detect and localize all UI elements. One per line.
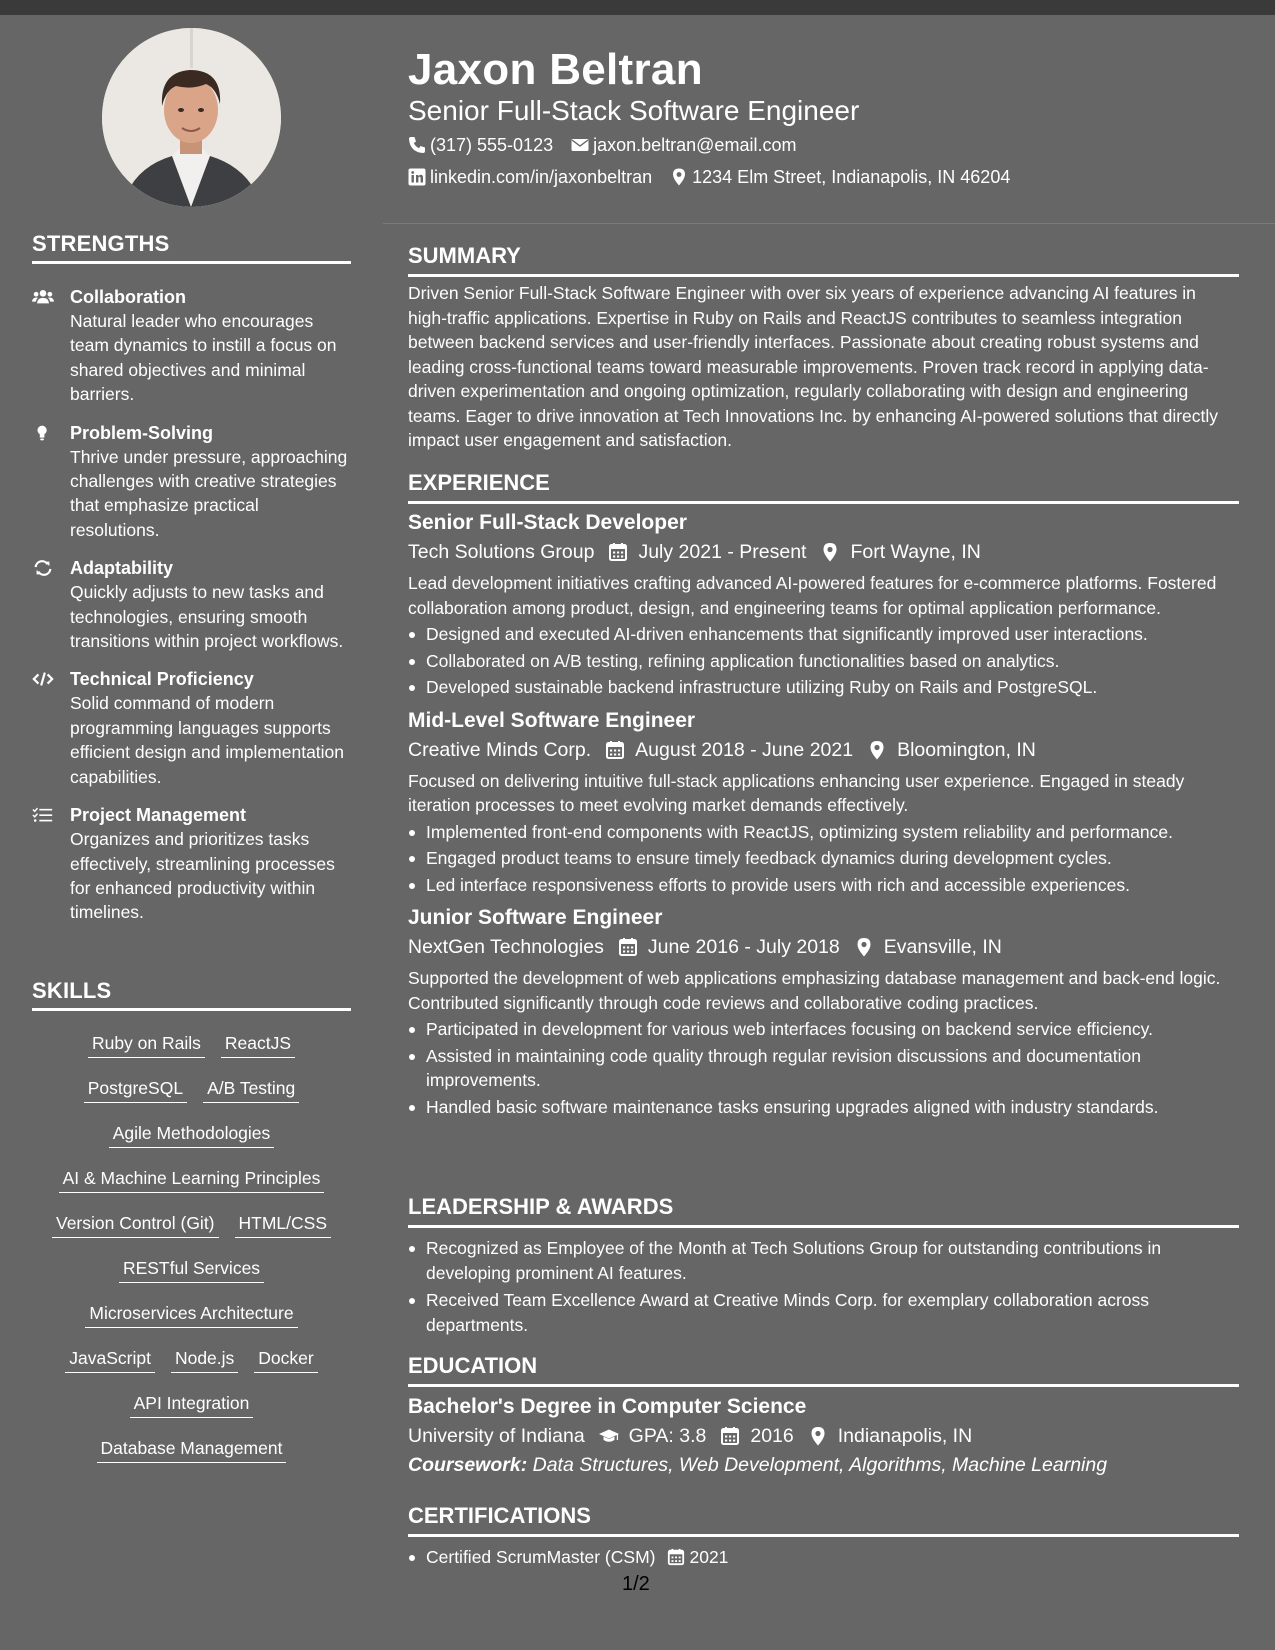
job-title: Mid-Level Software Engineer (408, 708, 696, 732)
map-marker-icon (854, 937, 876, 957)
calendar-icon (605, 740, 627, 760)
calendar-icon (608, 542, 630, 562)
contact-row (408, 165, 1010, 189)
top-bar (0, 0, 1275, 15)
lightbulb-icon (32, 421, 70, 543)
job-location: Fort Wayne, IN (850, 541, 981, 563)
job-entry (408, 509, 1239, 700)
skill-tag: Microservices Architecture (85, 1302, 297, 1328)
school-location: Indianapolis, IN (837, 1425, 973, 1447)
job-dates: June 2016 - July 2018 (647, 936, 840, 958)
header-divider (383, 223, 1275, 224)
strengths-heading: STRENGTHS (32, 230, 351, 264)
experience-section (408, 469, 1239, 1121)
coursework-line (408, 1451, 1239, 1479)
leadership-section (408, 1193, 1239, 1339)
skill-tag: API Integration (130, 1392, 254, 1418)
skill-tag: Node.js (171, 1347, 238, 1373)
calendar-icon (618, 937, 640, 957)
leadership-bullets (408, 1236, 1239, 1337)
strength-item (32, 285, 352, 407)
list-item: Led interface responsiveness efforts to provide users with rich and accessible experiences. (408, 873, 1239, 898)
calendar-icon (720, 1426, 742, 1446)
skill-tag: Agile Methodologies (109, 1122, 275, 1148)
education-section (408, 1352, 1239, 1479)
job-meta (408, 537, 1239, 567)
job-entry (408, 904, 1239, 1119)
skill-tag: ReactJS (221, 1032, 295, 1058)
job-location: Bloomington, IN (897, 738, 1036, 761)
page-number: 1/2 (622, 1573, 650, 1595)
skill-tag: HTML/CSS (235, 1212, 331, 1238)
skills-list (32, 1032, 351, 1482)
summary-text: Driven Senior Full-Stack Software Engineer with over six years of experience advancing AI features in high-traffic applications. Expertise in Ruby on Rails and ReactJS contributes to seamless integration between backend services and user-friendly interfaces. Passionate about creating robust systems and leading cross-functional teams toward measurable improvements. Proven track record in applying data-driven experimentation and ongoing optimization, regularly collaborating with design and engineering teams. Eager to drive innovation at Tech Innovations Inc. by enhancing AI-powered solutions that directly impact user engagement and satisfaction. (408, 283, 1219, 450)
strength-title: Adaptability (70, 558, 174, 579)
gpa-text: GPA: 3.8 (628, 1425, 707, 1447)
job-bullets (408, 1017, 1239, 1119)
strength-desc: Quickly adjusts to new tasks and technologies, ensuring smooth transitions within project workflows. (70, 582, 344, 652)
list-item: Participated in development for various web interfaces focusing on backend service efficiency. (408, 1017, 1239, 1042)
list-item: Handled basic software maintenance tasks ensuring upgrades aligned with industry standards. (408, 1095, 1239, 1120)
phone-number[interactable]: (317) 555-0123 (430, 135, 554, 155)
job-entry (408, 707, 1239, 898)
job-bullets (408, 622, 1239, 700)
users-icon (32, 285, 70, 407)
company-name: Creative Minds Corp. (408, 738, 592, 761)
education-heading: EDUCATION (408, 1352, 1239, 1387)
map-marker-icon (808, 1426, 830, 1446)
graduation-year: 2016 (750, 1425, 794, 1447)
list-item: Engaged product teams to ensure timely feedback dynamics during development cycles. (408, 846, 1239, 871)
list-item: Designed and executed AI-driven enhancements that significantly improved user interactions. (408, 622, 1239, 647)
graduation-cap-icon (599, 1426, 621, 1446)
coursework-list: Data Structures, Web Development, Algorithms, Machine Learning (532, 1454, 1108, 1476)
portrait-image (102, 28, 281, 207)
degree-title: Bachelor's Degree in Computer Science (408, 1395, 807, 1418)
list-item: Recognized as Employee of the Month at Tech Solutions Group for outstanding contributions in developing prominent AI features. (408, 1236, 1239, 1285)
job-meta (408, 735, 1239, 765)
strength-item (32, 667, 352, 789)
leadership-heading: LEADERSHIP & AWARDS (408, 1193, 1239, 1228)
map-marker-icon (820, 542, 842, 562)
strength-title: Project Management (70, 805, 247, 826)
candidate-name: Jaxon Beltran (408, 45, 703, 94)
strength-item (32, 556, 352, 653)
job-description: Focused on delivering intuitive full-stack applications enhancing user experience. Engaged in steady iteration processes to meet evolving market demands effectively. (408, 770, 1185, 815)
skill-tag: RESTful Services (119, 1257, 264, 1283)
certification-name: Certified ScrumMaster (CSM) (426, 1547, 656, 1567)
job-description: Lead development initiatives crafting advanced AI-powered features for e-commerce platforms. Fostered collaboration among product, design, and engineering teams for optimal application performance. (408, 573, 1217, 618)
experience-heading: EXPERIENCE (408, 469, 1239, 504)
certifications-section (408, 1502, 1239, 1572)
company-name: Tech Solutions Group (408, 541, 595, 563)
list-item: Implemented front-end components with ReactJS, optimizing system reliability and performance. (408, 820, 1239, 845)
certifications-heading: CERTIFICATIONS (408, 1502, 1239, 1537)
school-name: University of Indiana (408, 1425, 585, 1447)
skill-tag: Docker (254, 1347, 317, 1373)
skill-tag: JavaScript (65, 1347, 155, 1373)
contact-row (408, 133, 796, 157)
envelope-icon (571, 136, 591, 154)
certification-year: 2021 (689, 1547, 729, 1567)
job-dates: July 2021 - Present (638, 541, 807, 563)
strength-title: Problem-Solving (70, 422, 214, 443)
code-icon (32, 667, 70, 789)
list-item: Collaborated on A/B testing, refining application functionalities based on analytics. (408, 649, 1239, 674)
strength-desc: Thrive under pressure, approaching challenges with creative strategies that emphasize practical resolutions. (70, 446, 348, 540)
list-item: Received Team Excellence Award at Creative Minds Corp. for exemplary collaboration across departments. (408, 1288, 1239, 1337)
company-name: NextGen Technologies (408, 936, 604, 958)
strengths-list (32, 285, 352, 939)
skill-tag: PostgreSQL (84, 1077, 187, 1103)
strength-title: Collaboration (70, 287, 186, 307)
linkedin-link[interactable]: linkedin.com/in/jaxonbeltran (430, 167, 653, 187)
job-dates: August 2018 - June 2021 (635, 738, 854, 761)
list-item (408, 1545, 1239, 1570)
summary-heading: SUMMARY (408, 242, 1239, 277)
map-marker-icon (670, 168, 690, 186)
skills-heading: SKILLS (32, 977, 351, 1011)
list-item: Developed sustainable backend infrastructure utilizing Ruby on Rails and PostgreSQL. (408, 675, 1239, 700)
job-title: Junior Software Engineer (408, 906, 663, 929)
strength-item (32, 803, 352, 925)
profile-photo (102, 28, 281, 207)
address-text: 1234 Elm Street, Indianapolis, IN 46204 (692, 167, 1011, 187)
coursework-label: Coursework: (408, 1454, 528, 1476)
calendar-icon (667, 1548, 685, 1566)
tasks-icon (32, 803, 70, 925)
list-item: Assisted in maintaining code quality through regular revision discussions and documentation improvements. (408, 1044, 1239, 1093)
certifications-list (408, 1545, 1239, 1570)
strength-desc: Solid command of modern programming languages supports efficient design and implementation capabilities. (70, 693, 345, 787)
job-bullets (408, 820, 1239, 898)
skill-tag: Database Management (97, 1437, 287, 1463)
skill-tag: Ruby on Rails (88, 1032, 205, 1058)
job-title: Senior Full-Stack Developer (408, 511, 687, 534)
strength-title: Technical Proficiency (70, 669, 254, 690)
candidate-title: Senior Full-Stack Software Engineer (408, 95, 860, 126)
email-link[interactable]: jaxon.beltran@email.com (593, 135, 797, 155)
linkedin-icon (408, 168, 428, 186)
phone-icon (408, 136, 428, 154)
job-description: Supported the development of web applications emphasizing database management and back-end logic. Contributed significantly through code reviews and collaborative coding practices. (408, 968, 1221, 1013)
strength-item (32, 421, 352, 543)
skill-tag: A/B Testing (203, 1077, 299, 1103)
education-meta (408, 1421, 1239, 1451)
strength-desc: Organizes and prioritizes tasks effectively, streamlining processes for enhanced productivity within timelines. (70, 829, 335, 923)
strength-desc: Natural leader who encourages team dynamics to instill a focus on shared objectives and minimal barriers. (70, 311, 337, 405)
skill-tag: AI & Machine Learning Principles (59, 1167, 325, 1193)
job-meta (408, 932, 1239, 962)
map-marker-icon (867, 740, 889, 760)
skill-tag: Version Control (Git) (52, 1212, 219, 1238)
job-location: Evansville, IN (883, 936, 1002, 958)
summary-section (408, 242, 1239, 453)
sidebar (0, 15, 383, 1650)
sync-icon (32, 556, 70, 653)
